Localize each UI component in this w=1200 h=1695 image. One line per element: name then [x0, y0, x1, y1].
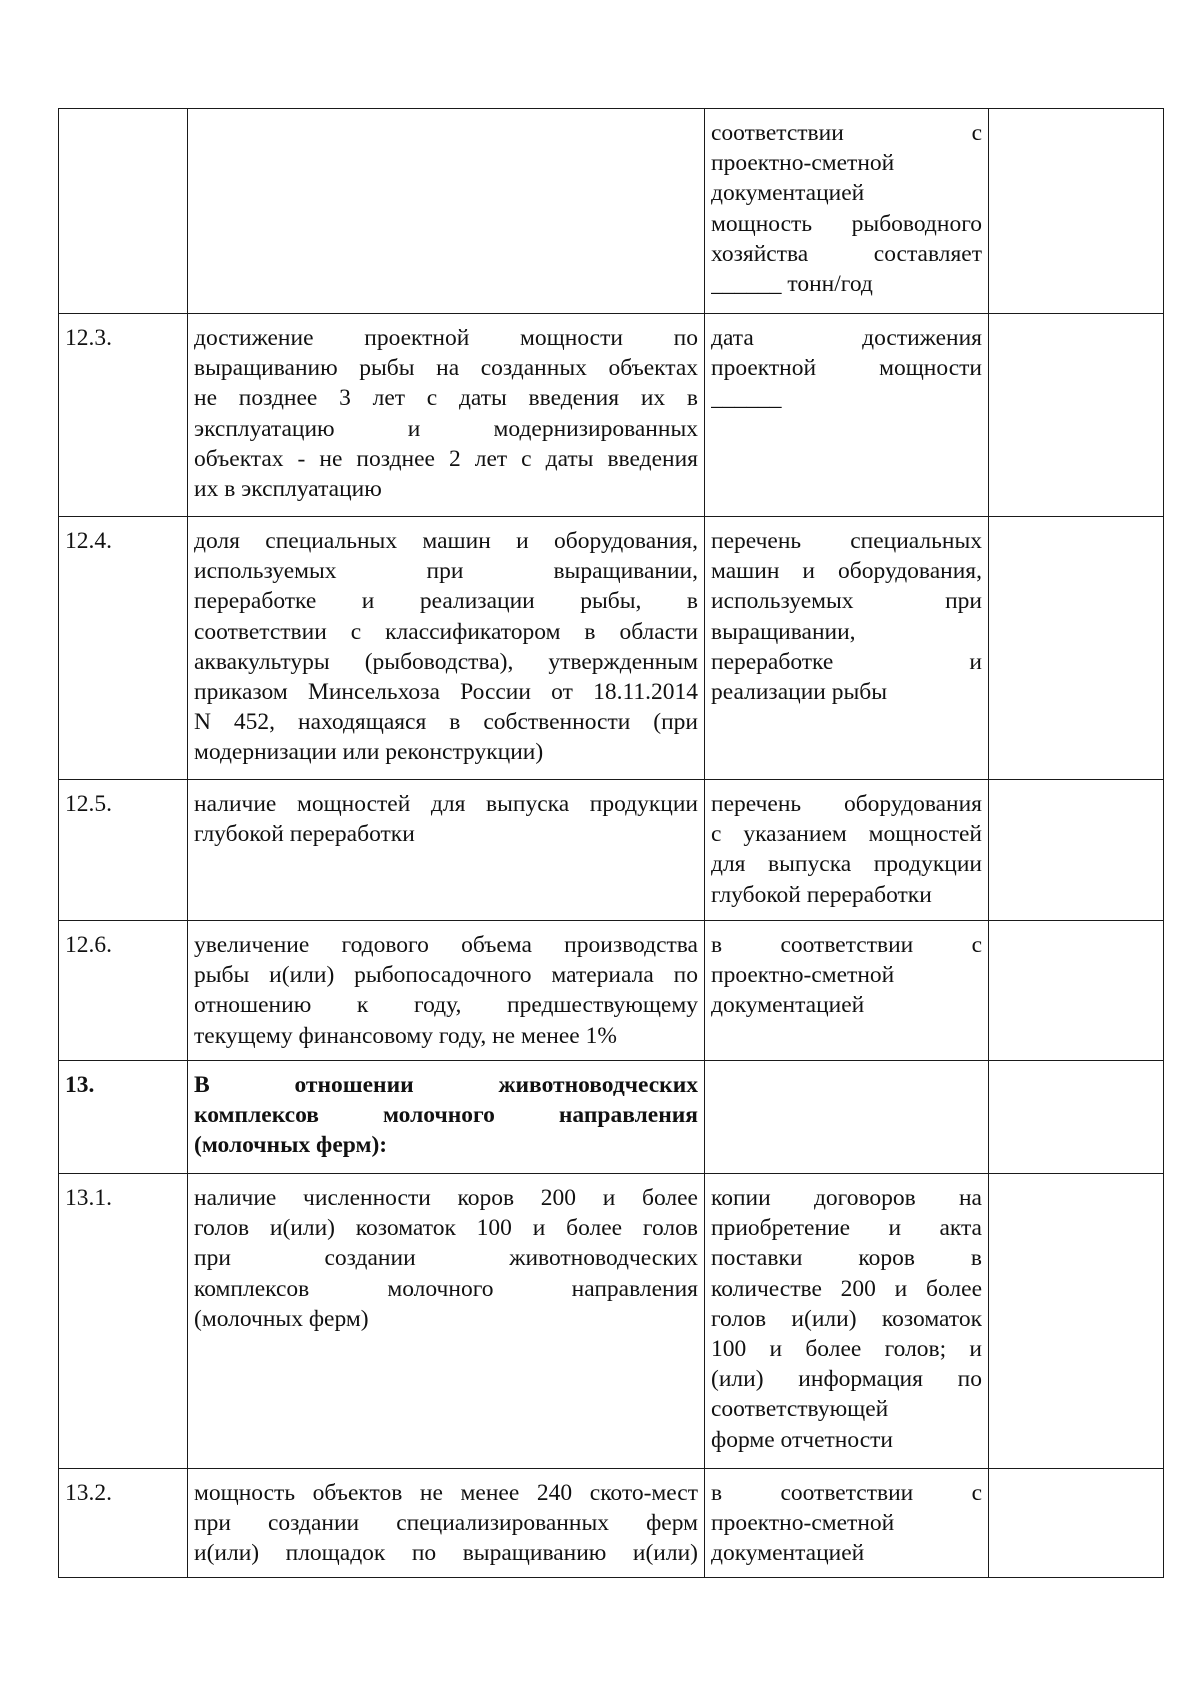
criterion-line: используемых при выращивании, — [194, 558, 698, 585]
empty-cell — [989, 314, 1164, 517]
document-line: поставки коров в — [711, 1245, 982, 1272]
document-line: количестве 200 и более — [711, 1275, 982, 1302]
document-line: документацией — [711, 992, 865, 1019]
criterion-line: не позднее 3 лет с даты введения их в — [194, 385, 698, 412]
document-line: используемых при — [711, 588, 982, 615]
criterion-line: В отношении животноводческих — [194, 1072, 698, 1098]
document-line: перечень оборудования — [711, 791, 982, 817]
criteria-table — [58, 108, 1164, 1578]
empty-cell — [989, 109, 1164, 314]
criterion-cell — [188, 1469, 705, 1578]
table-row — [59, 1061, 1164, 1174]
document-line: приобретение и акта — [711, 1215, 982, 1242]
document-line: перечень специальных — [711, 528, 982, 554]
document-line: в соответствии с — [711, 932, 982, 958]
row-number: 12.5. — [59, 780, 188, 921]
document-line: соответствующей — [711, 1396, 889, 1423]
row-number — [59, 109, 188, 314]
table-row — [59, 109, 1164, 314]
document-cell — [705, 1469, 989, 1578]
document-line: ______ тонн/год — [711, 271, 873, 298]
document-line: реализации рыбы — [711, 679, 888, 706]
empty-cell — [989, 1174, 1164, 1469]
criterion-line: переработке и реализации рыбы, в — [194, 588, 698, 615]
document-line: выращивании, — [711, 618, 856, 645]
criterion-line: отношению к году, предшествующему — [194, 992, 698, 1019]
criterion-line: и(или) площадок по выращиванию и(или) — [194, 1540, 698, 1567]
table-row — [59, 314, 1164, 517]
criterion-line: приказом Минсельхоза России от 18.11.2014 — [194, 679, 698, 706]
empty-cell — [989, 1061, 1164, 1174]
criterion-line: объектах - не позднее 2 лет с даты введения — [194, 445, 698, 472]
row-number: 12.4. — [59, 517, 188, 780]
table-row — [59, 1174, 1164, 1469]
document-line: хозяйства составляет — [711, 240, 982, 267]
document-line: глубокой переработки — [711, 881, 932, 908]
criterion-line: наличие мощностей для выпуска продукции — [194, 791, 698, 817]
criterion-line: комплексов молочного направления — [194, 1102, 698, 1129]
criterion-line: модернизации или реконструкции) — [194, 739, 544, 766]
document-line: для выпуска продукции — [711, 851, 982, 878]
empty-cell — [989, 1469, 1164, 1578]
document-line: ______ — [711, 385, 782, 412]
criterion-cell — [188, 780, 705, 921]
criterion-line: соответствии с классификатором в области — [194, 618, 698, 645]
criterion-line: при создании животноводческих — [194, 1245, 698, 1272]
empty-cell — [989, 517, 1164, 780]
document-line: (или) информация по — [711, 1366, 982, 1393]
document-line: проектно-сметной — [711, 150, 895, 177]
table-row — [59, 780, 1164, 921]
criterion-line: эксплуатацию и модернизированных — [194, 415, 698, 442]
table-row — [59, 1469, 1164, 1578]
table-row — [59, 921, 1164, 1061]
document-line: переработке и — [711, 648, 982, 675]
criterion-line: достижение проектной мощности по — [194, 325, 698, 351]
criterion-line: комплексов молочного направления — [194, 1275, 698, 1302]
document-cell — [705, 1174, 989, 1469]
table-row — [59, 517, 1164, 780]
criterion-line: (молочных ферм): — [194, 1132, 388, 1159]
criterion-cell — [188, 109, 705, 314]
criterion-cell — [188, 314, 705, 517]
criterion-cell — [188, 1174, 705, 1469]
criterion-line: аквакультуры (рыбоводства), утвержденным — [194, 648, 698, 675]
empty-cell — [989, 780, 1164, 921]
criterion-line: текущему финансовому году, не менее 1% — [194, 1022, 617, 1049]
document-line: проектной мощности — [711, 355, 982, 382]
document-line: мощность рыбоводного — [711, 210, 982, 237]
row-number: 12.6. — [59, 921, 188, 1061]
criterion-line: N 452, находящаяся в собственности (при — [194, 709, 698, 736]
document-cell — [705, 314, 989, 517]
document-cell — [705, 921, 989, 1061]
row-number: 13.2. — [59, 1469, 188, 1578]
row-number: 12.3. — [59, 314, 188, 517]
document-line: копии договоров на — [711, 1185, 982, 1211]
document-line: документацией — [711, 180, 865, 207]
empty-cell — [989, 921, 1164, 1061]
document-line: в соответствии с — [711, 1480, 982, 1506]
document-cell — [705, 1061, 989, 1174]
criterion-line: при создании специализированных ферм — [194, 1510, 698, 1537]
criterion-line: выращиванию рыбы на созданных объектах — [194, 355, 698, 382]
document-line: с указанием мощностей — [711, 821, 982, 848]
document-line: машин и оборудования, — [711, 558, 982, 585]
document-cell — [705, 109, 989, 314]
document-line: 100 и более голов; и — [711, 1336, 982, 1363]
document-line: дата достижения — [711, 325, 982, 351]
criterion-line: увеличение годового объема производства — [194, 932, 698, 958]
document-cell — [705, 517, 989, 780]
criterion-line: их в эксплуатацию — [194, 476, 382, 503]
criterion-line: доля специальных машин и оборудования, — [194, 528, 698, 554]
document-line: соответствии с — [711, 120, 982, 146]
criterion-cell — [188, 1061, 705, 1174]
criterion-line: голов и(или) козоматок 100 и более голов — [194, 1215, 698, 1242]
document-line: форме отчетности — [711, 1426, 893, 1453]
criterion-cell — [188, 921, 705, 1061]
criterion-line: мощность объектов не менее 240 ското-мест — [194, 1480, 698, 1506]
table-body — [59, 109, 1164, 1578]
criterion-cell — [188, 517, 705, 780]
criterion-line: рыбы и(или) рыбопосадочного материала по — [194, 962, 698, 989]
criterion-line: наличие численности коров 200 и более — [194, 1185, 698, 1211]
row-number: 13. — [59, 1061, 188, 1174]
document-cell — [705, 780, 989, 921]
row-number: 13.1. — [59, 1174, 188, 1469]
criterion-line: глубокой переработки — [194, 821, 415, 848]
document-line: голов и(или) козоматок — [711, 1305, 982, 1332]
criterion-line: (молочных ферм) — [194, 1305, 369, 1332]
document-line: проектно-сметной — [711, 962, 895, 989]
document-line: документацией — [711, 1540, 865, 1567]
document-line: проектно-сметной — [711, 1510, 895, 1537]
